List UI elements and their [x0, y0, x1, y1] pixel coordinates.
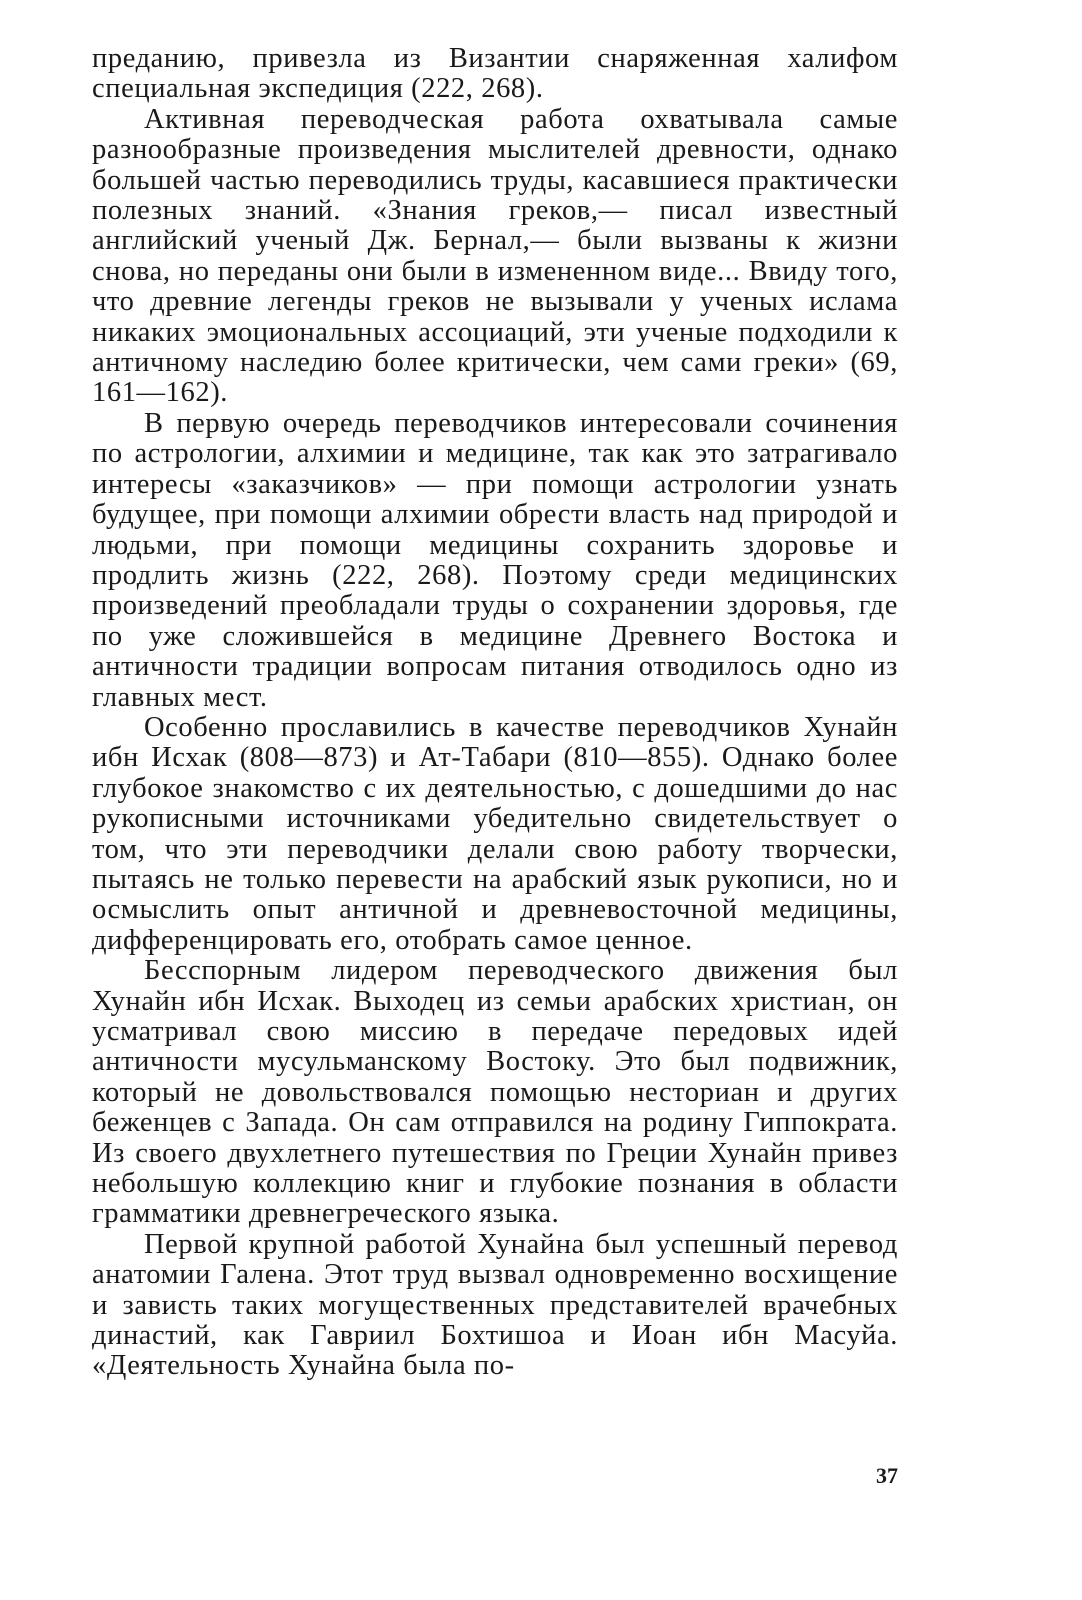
page-number: 37 — [876, 1463, 898, 1488]
paragraph-hunayn-leader: Бесспорным лидером переводческого движения был Хунайн ибн Исхак. Выходец из семьи арабских христиан, он усматривал свою миссию в передаче передовых идей античности мусульманскому Востоку. Это был подвижник, который не довольствовался помощью несториан и других беженцев с Запада. Он сам отправился на родину Гиппократа. Из своего двухлетнего путешествия по Греции Хунайн привез небольшую коллекцию книг и глубокие познания в области грамматики древнегреческого языка. — [92, 955, 898, 1230]
paragraph-continuation: преданию, привезла из Византии снаряженная халифом специальная экспедиция (222, 268). — [92, 43, 898, 105]
paragraph-translation-work: Активная переводческая работа охватывала самые разнообразные произведения мыслителей древности, однако большей частью переводились труды, касавшиеся практически полезных знаний. «Знания греков,— писал известный английский ученый Дж. Бернал,— были вызваны к жизни снова, но переданы они были в измененном виде... Ввиду того, что древние легенды греков не вызывали у ученых ислама никаких эмоциональных ассоциаций, эти ученые подходили к античному наследию более критически, чем сами греки» (69, 161—162). — [92, 103, 898, 409]
paragraph-famous-translators: Особенно прославились в качестве переводчиков Хунайн ибн Исхак (808—873) и Ат-Табари (810—855). Однако более глубокое знакомство с их деятельностью, с дошедшими до нас рукописными источниками убедительно свидетельствует о том, что эти переводчики делали свою работу творчески, пытаясь не только перевести на арабский язык рукописи, но и осмыслить опыт античной и древневосточной медицины, дифференцировать его, отобрать самое ценное. — [92, 711, 898, 956]
paragraph-galen-translation: Первой крупной работой Хунайна был успешный перевод анатомии Галена. Этот труд вызвал одновременно восхищение и зависть таких могущественных представителей врачебных династий, как Гавриил Бохтишоа и Иоан ибн Масуйа. «Деятельность Хунайна была по- — [92, 1228, 898, 1382]
paragraph-astrology-alchemy-medicine: В первую очередь переводчиков интересовали сочинения по астрологии, алхимии и медицине, так как это затрагивало интересы «заказчиков» — при помощи астрологии узнать будущее, при помощи алхимии обрести власть над природой и людьми, при помощи медицины сохранить здоровье и продлить жизнь (222, 268). Поэтому среди медицинских произведений преобладали труды о сохранении здоровья, где по уже сложившейся в медицине Древнего Востока и античности традиции вопросам питания отводилось одно из главных мест. — [92, 407, 898, 713]
page-text — [92, 44, 898, 1382]
